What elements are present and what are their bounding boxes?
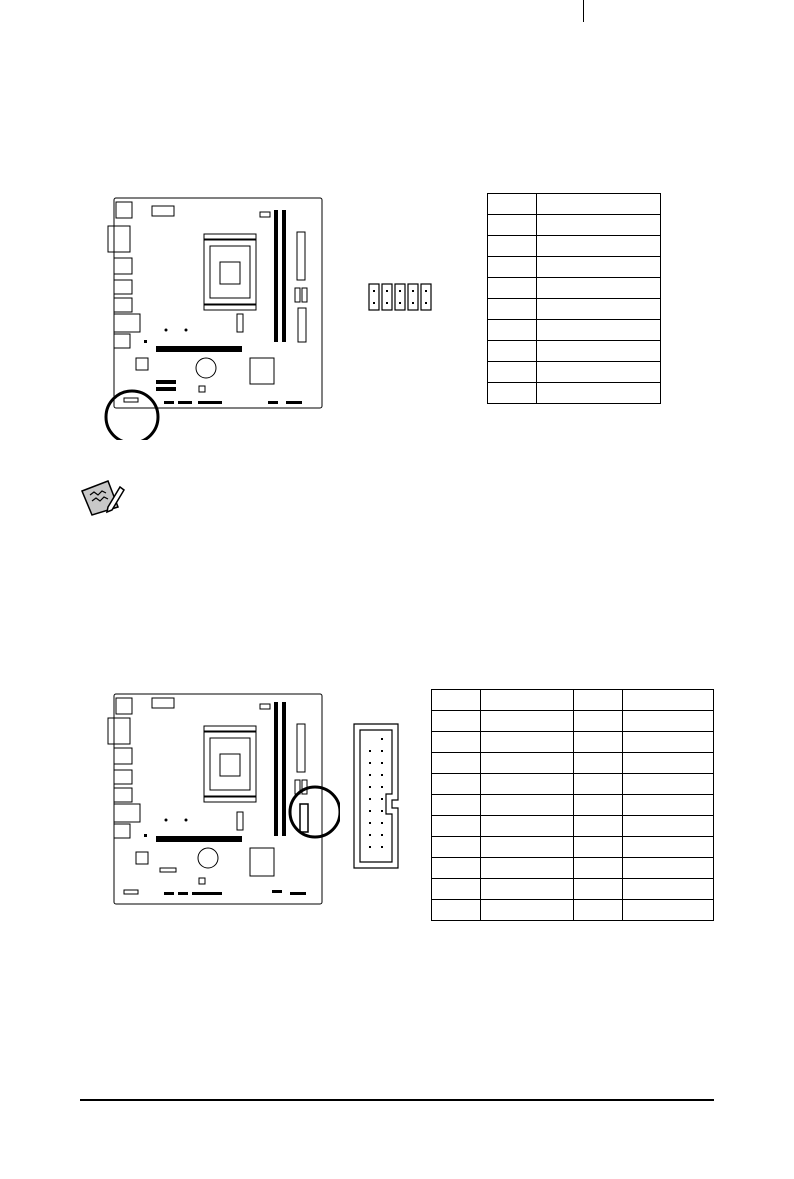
table-row — [488, 299, 661, 320]
table-row — [432, 753, 714, 774]
table-row — [432, 795, 714, 816]
audio-pin-table — [487, 193, 661, 404]
table-row — [488, 194, 661, 215]
table-row — [432, 711, 714, 732]
table-row — [488, 341, 661, 362]
table-row — [488, 278, 661, 299]
table-row — [432, 858, 714, 879]
location-highlight-circle — [290, 787, 340, 837]
table-row — [432, 732, 714, 753]
table-row — [488, 383, 661, 404]
top-margin-line — [583, 0, 584, 22]
table-row — [488, 362, 661, 383]
motherboard-diagram-usb — [100, 688, 340, 908]
table-row — [488, 215, 661, 236]
footer-rule — [80, 1099, 714, 1101]
motherboard-diagram-audio — [100, 190, 330, 440]
usb-pin-table — [431, 689, 714, 921]
table-row — [432, 816, 714, 837]
table-row — [488, 257, 661, 278]
table-row — [488, 320, 661, 341]
table-row — [488, 236, 661, 257]
table-row — [432, 879, 714, 900]
audio-header-pin-diagram — [367, 282, 433, 312]
table-row — [432, 900, 714, 921]
usb-header-pin-diagram — [352, 722, 402, 870]
table-row — [432, 837, 714, 858]
note-pencil-icon — [78, 477, 126, 517]
table-row — [432, 690, 714, 711]
table-row — [432, 774, 714, 795]
